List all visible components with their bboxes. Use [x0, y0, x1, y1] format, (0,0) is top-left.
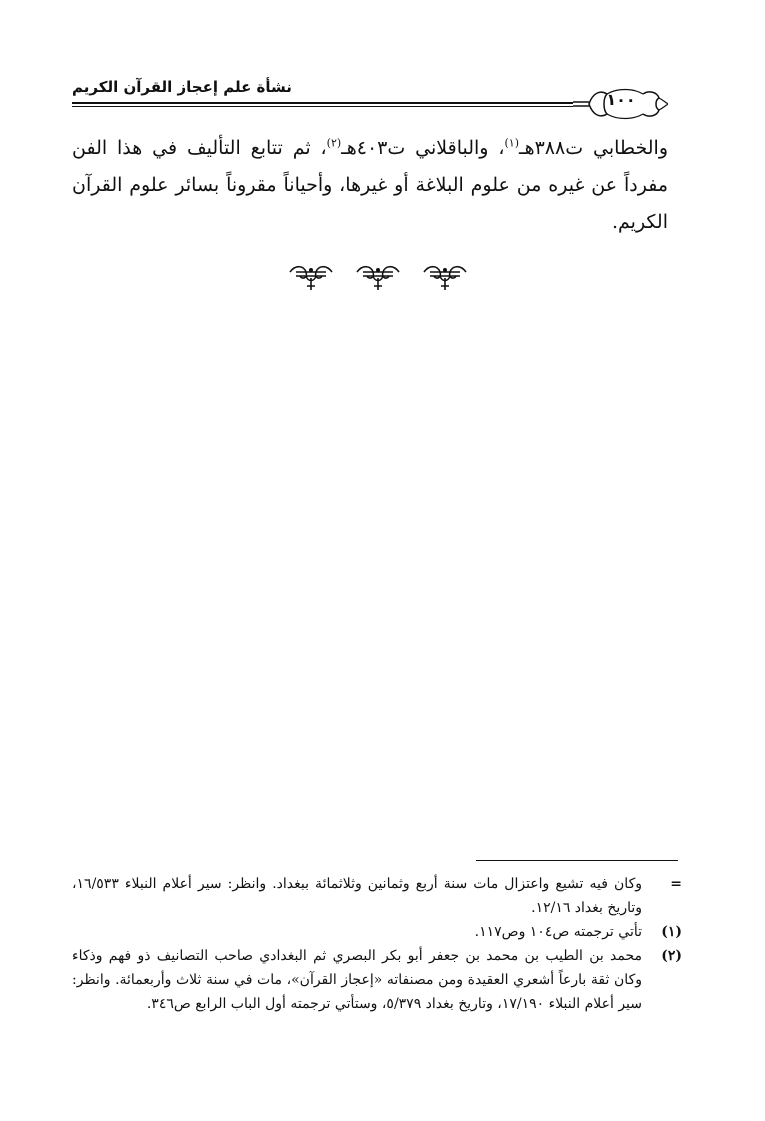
paragraph-part: والخطابي ت٣٨٨هـ — [519, 137, 668, 159]
main-paragraph — [72, 130, 668, 241]
footnote-item — [72, 920, 682, 944]
footnote-ref-2[interactable]: (٢) — [326, 136, 342, 150]
paragraph-part: ، والباقلاني ت٤٠٣هـ — [341, 137, 505, 159]
footnote-divider — [476, 860, 678, 861]
page-number: ١٠٠ — [606, 90, 636, 109]
page-header — [72, 78, 668, 118]
footnote-marker: (١) — [661, 924, 682, 940]
footnote-item — [72, 944, 682, 1016]
footnote-item — [72, 872, 682, 920]
footnote-continuation-marker: = — [670, 876, 682, 892]
footnote-text: تأتي ترجمته ص١٠٤ وص١١٧. — [474, 924, 642, 940]
header-rule — [72, 102, 573, 104]
header-rule-thin — [72, 106, 573, 107]
footnote-text: وكان فيه تشيع واعتزال مات سنة أربع وثمانين وثلاثمائة ببغداد. وانظر: سير أعلام النبلاء ١٦/٥٣٣، وتاريخ بغداد ١٢/١٦. — [72, 876, 642, 916]
paragraph-part: ، ثم تتابع التأليف في هذا الفن مفرداً عن غيره من علوم البلاغة أو غيرها، وأحياناً مقروناً بسائر علوم القرآن الكريم. — [72, 137, 668, 233]
footnote-ref-1[interactable]: (١) — [504, 136, 519, 150]
section-separator — [288, 262, 468, 296]
footnotes — [72, 872, 682, 1016]
footnote-marker: (٢) — [661, 948, 682, 964]
floral-ornament-icon — [355, 262, 401, 292]
floral-ornament-icon — [288, 262, 334, 292]
footnote-text: محمد بن الطيب بن محمد بن جعفر أبو بكر البصري ثم البغدادي صاحب التصانيف ذو فهم وذكاء وكان ثقة بارعاً أشعري العقيدة ومن مصنفاته «إعجاز القرآن»، مات في سنة ثلاث وأربعمائة. وانظر: سير أعلام النبلاء ١٧/١٩٠، وتاريخ بغداد ٥/٣٧٩، وستأتي ترجمته أول الباب الرابع ص٣٤٦. — [72, 948, 642, 1012]
floral-ornament-icon — [422, 262, 468, 292]
running-title: نشأة علم إعجاز القرآن الكريم — [72, 78, 292, 96]
